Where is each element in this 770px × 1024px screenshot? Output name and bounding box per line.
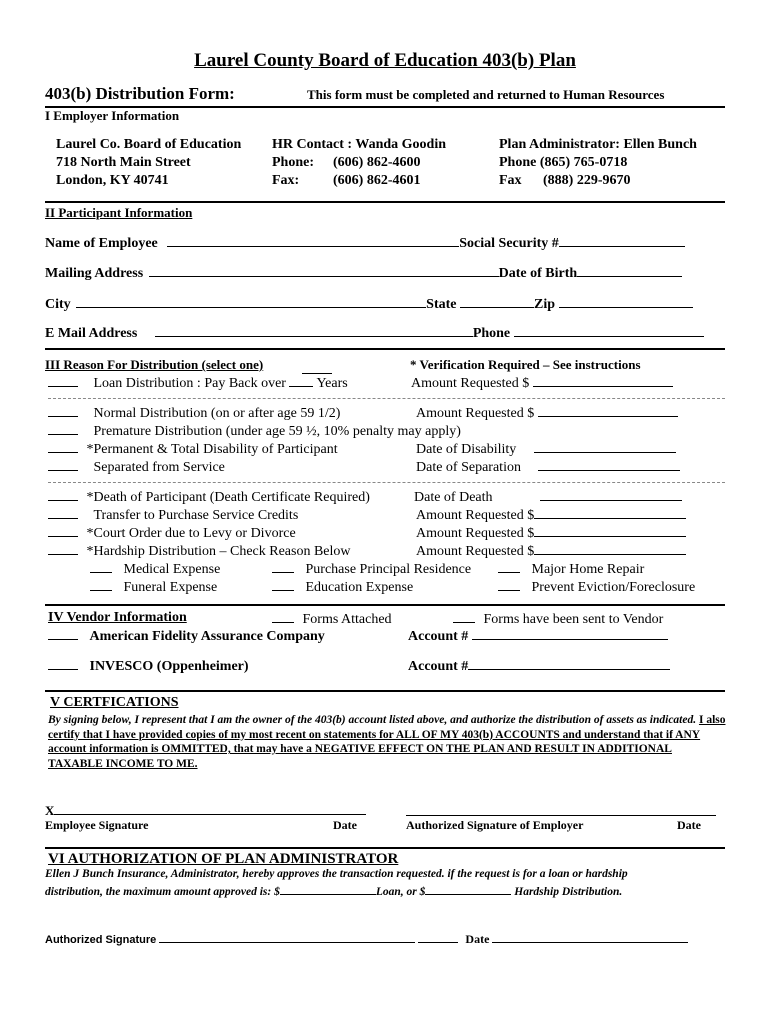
premature-checkbox[interactable] xyxy=(48,422,78,435)
separation-date-field[interactable] xyxy=(538,458,680,471)
funeral-checkbox[interactable] xyxy=(90,578,112,591)
residence-label: Purchase Principal Residence xyxy=(305,562,472,577)
divider xyxy=(45,690,725,692)
emp-sig-label: Employee Signature xyxy=(45,818,149,832)
dob-label: Date of Birth xyxy=(498,266,578,281)
premature-label: Premature Distribution (under age 59 ½, 10% penalty may apply) xyxy=(93,424,461,439)
eviction-checkbox[interactable] xyxy=(498,578,520,591)
medical-label: Medical Expense xyxy=(123,562,221,577)
hardship-label: *Hardship Distribution – Check Reason Below xyxy=(86,544,351,559)
city-label: City xyxy=(45,297,71,312)
ssn-field[interactable] xyxy=(559,234,685,247)
eviction-label: Prevent Eviction/Foreclosure xyxy=(531,580,696,595)
years-label: Years xyxy=(316,376,348,391)
vendor2-checkbox[interactable] xyxy=(48,657,78,670)
auth-text-b2: Loan, or $ xyxy=(375,886,426,898)
vendor2-row xyxy=(48,657,249,675)
section2-heading: II Participant Information xyxy=(45,205,193,220)
zip-label: Zip xyxy=(534,297,556,312)
employer-sig-label: Authorized Signature of Employer xyxy=(406,818,584,832)
funeral-label: Funeral Expense xyxy=(123,580,218,595)
phone-field[interactable] xyxy=(514,324,704,337)
auth-text-b1: distribution, the maximum amount approved is: $ xyxy=(45,886,280,898)
vendor2-label: INVESCO (Oppenheimer) xyxy=(89,659,249,674)
transfer-amount xyxy=(416,506,686,524)
transfer-checkbox[interactable] xyxy=(48,506,78,519)
divider xyxy=(45,201,725,203)
date-disability-label: Date of Disability xyxy=(416,442,517,457)
date-separation-label: Date of Separation xyxy=(416,460,521,475)
hardship-row xyxy=(48,542,351,560)
city-field[interactable] xyxy=(76,295,426,308)
dashed-divider xyxy=(48,398,725,399)
divider xyxy=(45,847,725,849)
auth-text-a: Ellen J Bunch Insurance, Administrator, hereby approves the transaction requested. if the request is for a loan or hardship xyxy=(45,868,628,880)
normal-amount-field[interactable] xyxy=(538,404,678,417)
auth-sig-label: Authorized Signature xyxy=(45,934,157,946)
verification-note: * Verification Required – See instructions xyxy=(410,357,641,372)
death-row xyxy=(48,488,370,506)
section6-heading: VI AUTHORIZATION OF PLAN ADMINISTRATOR xyxy=(48,851,399,867)
vendor1-row xyxy=(48,627,325,645)
auth-text-b xyxy=(45,884,622,898)
hardship-max-field[interactable] xyxy=(425,884,511,895)
separated-label: Separated from Service xyxy=(93,460,225,475)
forms-attached-label: Forms Attached xyxy=(302,612,392,627)
hr-phone: (606) 862-4600 xyxy=(333,155,421,170)
address-field[interactable] xyxy=(149,264,499,277)
cert-text1: By signing below, I represent that I am the owner of the 403(b) account listed above, and authorize the distribution of assets as indicated. xyxy=(48,714,697,726)
loan-years-field[interactable] xyxy=(289,374,313,387)
x-mark xyxy=(45,802,366,819)
plan-admin: Plan Administrator: Ellen Bunch xyxy=(499,137,697,152)
employer-date-label: Date xyxy=(677,818,701,832)
separation-date xyxy=(416,458,680,476)
premature-row xyxy=(48,422,461,440)
loan-label: Loan Distribution : Pay Back over xyxy=(93,376,286,391)
court-checkbox[interactable] xyxy=(48,524,78,537)
death-date-field[interactable] xyxy=(540,488,682,501)
amount-label: Amount Requested $ xyxy=(416,544,535,559)
hr-contact: HR Contact : Wanda Goodin xyxy=(272,137,446,152)
court-label: *Court Order due to Levy or Divorce xyxy=(86,526,296,541)
loan-max-field[interactable] xyxy=(280,884,376,895)
auth-signature-field-2[interactable] xyxy=(418,932,458,943)
account-label: Account # xyxy=(408,659,469,674)
separated-checkbox[interactable] xyxy=(48,458,78,471)
employer-city: London, KY 40741 xyxy=(56,173,169,188)
email-row xyxy=(45,324,704,342)
loan-amount-field[interactable] xyxy=(533,374,673,387)
account-label: Account # xyxy=(408,629,469,644)
vendor1-checkbox[interactable] xyxy=(48,627,78,640)
transfer-label: Transfer to Purchase Service Credits xyxy=(93,508,299,523)
vendor2-account xyxy=(408,657,670,675)
hr-phone-label: Phone: xyxy=(272,155,314,170)
employer-signature-line[interactable] xyxy=(406,815,716,816)
court-amount xyxy=(416,524,686,542)
auth-text-b3: Hardship Distribution. xyxy=(514,886,623,898)
cert-text2: I also certify that I have provided copies of my most recent on statements for ALL OF MY 403(b) ACCOUNTS and understand that if ANY account information is OMMITTED, that may have a NEGATIVE EFFECT ON THE PLAN AND RESULT IN ADDITIONAL TAXABLE INCOME TO ME. xyxy=(48,714,726,770)
email-label: E Mail Address xyxy=(45,326,138,341)
transfer-row xyxy=(48,506,298,524)
city-row xyxy=(45,295,693,313)
auth-date-field[interactable] xyxy=(492,932,688,943)
loan-checkbox[interactable] xyxy=(48,374,78,387)
dashed-divider xyxy=(48,482,725,483)
forms-attached-item xyxy=(272,610,392,628)
auth-date-label: Date xyxy=(465,932,490,946)
education-checkbox[interactable] xyxy=(272,578,294,591)
forms-sent-label: Forms have been sent to Vendor xyxy=(483,612,664,627)
hardship-amount-field[interactable] xyxy=(534,542,686,555)
education-item xyxy=(272,578,413,596)
medical-item xyxy=(90,560,220,578)
separated-row xyxy=(48,458,225,476)
name-row xyxy=(45,234,685,252)
address-row xyxy=(45,264,682,282)
amount-label: Amount Requested $ xyxy=(416,406,535,421)
amount-label: Amount Requested $ xyxy=(411,376,530,391)
disability-label: *Permanent & Total Disability of Participant xyxy=(86,442,338,457)
email-field[interactable] xyxy=(155,324,473,337)
divider xyxy=(45,604,725,606)
transfer-amount-field[interactable] xyxy=(534,506,686,519)
forms-attached-checkbox[interactable] xyxy=(272,610,294,623)
vendor1-account-field[interactable] xyxy=(472,627,668,640)
page-title: Laurel County Board of Education 403(b) Plan xyxy=(194,50,576,71)
hr-fax-label: Fax: xyxy=(272,173,300,188)
loan-amount xyxy=(411,374,673,392)
employee-signature-field[interactable] xyxy=(54,802,366,815)
disability-date-field[interactable] xyxy=(534,440,676,453)
admin-fax: (888) 229-9670 xyxy=(543,173,631,188)
state-label: State xyxy=(426,297,457,312)
section1-heading: I Employer Information xyxy=(45,108,180,123)
address-label: Mailing Address xyxy=(45,266,144,281)
auth-signature-row xyxy=(45,932,688,947)
admin-phone: Phone (865) 765-0718 xyxy=(499,155,628,170)
vendor1-label: American Fidelity Assurance Company xyxy=(89,629,325,644)
name-field[interactable] xyxy=(167,234,459,247)
repair-label: Major Home Repair xyxy=(531,562,645,577)
amount-label: Amount Requested $ xyxy=(416,526,535,541)
form-title: 403(b) Distribution Form: xyxy=(45,84,235,103)
court-row xyxy=(48,524,296,542)
form-note: This form must be completed and returned to Human Resources xyxy=(307,87,665,102)
repair-item xyxy=(498,560,644,578)
residence-checkbox[interactable] xyxy=(272,560,294,573)
phone-label: Phone xyxy=(472,326,511,341)
eviction-item xyxy=(498,578,695,596)
court-amount-field[interactable] xyxy=(534,524,686,537)
death-checkbox[interactable] xyxy=(48,488,78,501)
medical-checkbox[interactable] xyxy=(90,560,112,573)
vendor1-account xyxy=(408,627,668,645)
section5-heading: V CERTFICATIONS xyxy=(50,695,179,710)
amount-label: Amount Requested $ xyxy=(416,508,535,523)
education-label: Education Expense xyxy=(305,580,414,595)
emp-date-label: Date xyxy=(333,818,357,832)
loan-row xyxy=(48,374,348,392)
employer-name: Laurel Co. Board of Education xyxy=(56,137,242,152)
admin-fax-label: Fax xyxy=(499,173,522,188)
normal-row xyxy=(48,404,340,422)
certification-text xyxy=(48,713,728,771)
name-label: Name of Employee xyxy=(45,236,158,251)
death-label: *Death of Participant (Death Certificate Required) xyxy=(86,490,370,505)
disability-checkbox[interactable] xyxy=(48,440,78,453)
dob-field[interactable] xyxy=(577,264,682,277)
hardship-amount xyxy=(416,542,686,560)
hr-fax: (606) 862-4601 xyxy=(333,173,421,188)
section3-heading: III Reason For Distribution (select one) xyxy=(45,357,264,372)
funeral-item xyxy=(90,578,217,596)
x-mark-text: X xyxy=(45,803,55,818)
employer-street: 718 North Main Street xyxy=(56,155,191,170)
death-date xyxy=(414,488,682,506)
ssn-label: Social Security # xyxy=(459,236,559,251)
disability-date xyxy=(416,440,676,458)
normal-amount xyxy=(416,404,678,422)
disability-row xyxy=(48,440,338,458)
section4-heading: IV Vendor Information xyxy=(48,610,187,625)
auth-signature-field[interactable] xyxy=(159,932,415,943)
divider xyxy=(45,348,725,350)
state-field[interactable] xyxy=(460,295,534,308)
residence-item xyxy=(272,560,471,578)
normal-label: Normal Distribution (on or after age 59 1/2) xyxy=(93,406,341,421)
forms-sent-checkbox[interactable] xyxy=(453,610,475,623)
date-death-label: Date of Death xyxy=(414,490,493,505)
normal-checkbox[interactable] xyxy=(48,404,78,417)
forms-sent-item xyxy=(453,610,663,628)
repair-checkbox[interactable] xyxy=(498,560,520,573)
zip-field[interactable] xyxy=(559,295,693,308)
hardship-checkbox[interactable] xyxy=(48,542,78,555)
vendor2-account-field[interactable] xyxy=(468,657,670,670)
